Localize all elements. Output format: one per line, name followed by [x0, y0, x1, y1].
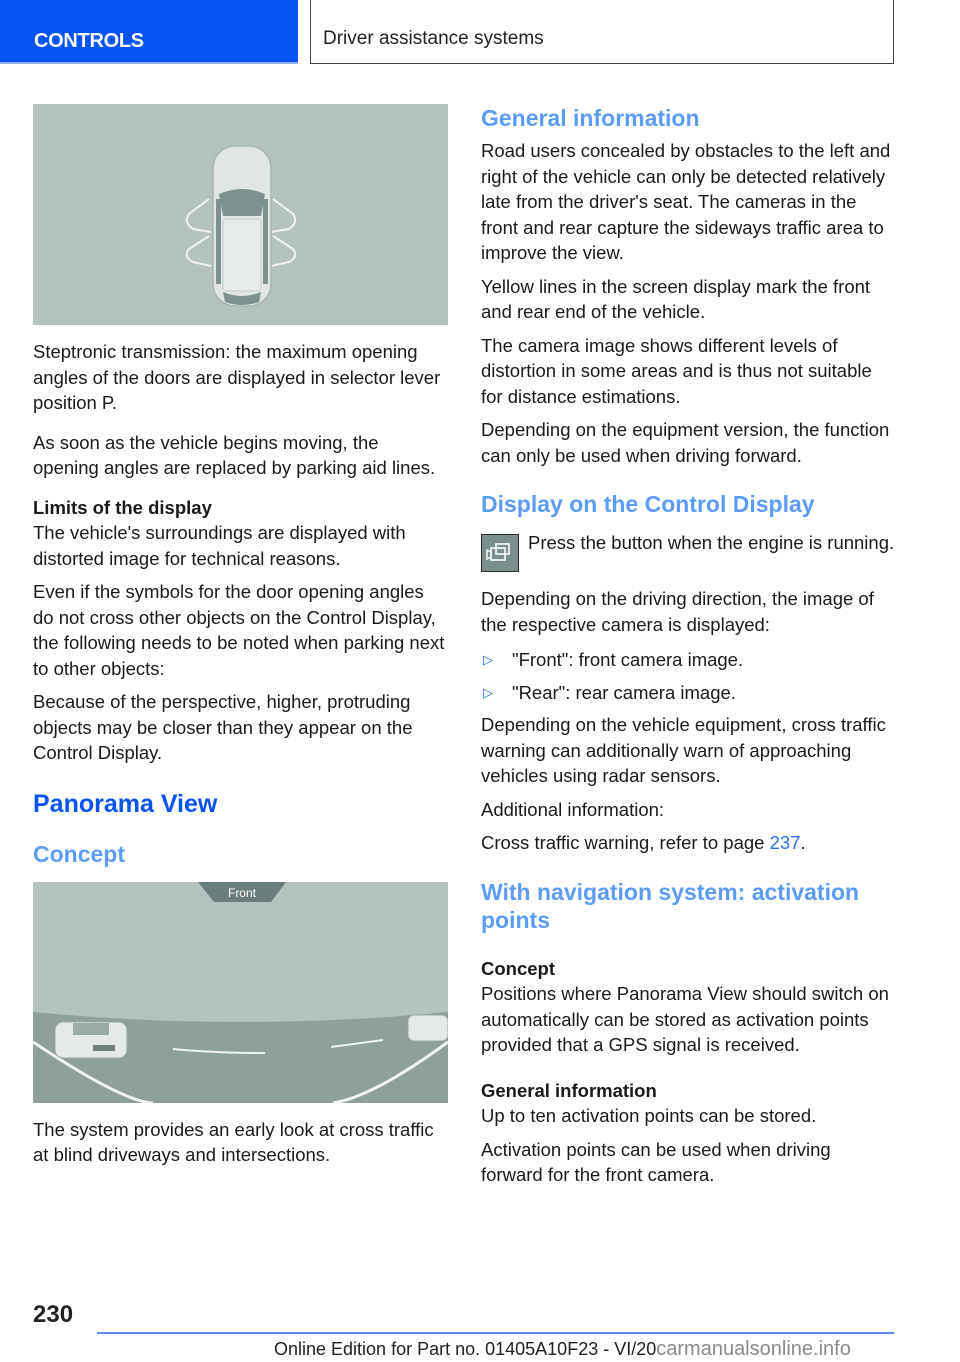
paragraph: Additional information: [481, 798, 665, 820]
list-item: ▷ "Front": front camera image. [481, 647, 896, 673]
paragraph: Up to ten activation points can be stored. [481, 1105, 817, 1126]
paragraph: Depending on the vehicle equipment, cross traffic warning can additionally warn of approaching vehicles using radar sensors. [481, 714, 886, 786]
section-tab [0, 0, 298, 64]
car-top-view-icon [33, 104, 448, 325]
footer-divider [97, 1332, 894, 1334]
paragraph: The vehicle's surroundings are displayed with distorted image for technical reasons. [33, 522, 406, 569]
paragraph: Even if the symbols for the door opening angles do not cross other objects on the Control Display, the following needs to be noted when parking next to other objects: [33, 581, 445, 679]
display-heading: Display on the Control Display [481, 491, 815, 517]
svg-text:Front: Front [227, 885, 257, 900]
left-column [33, 104, 448, 1168]
cross-reference: Cross traffic warning, refer to page 237. [481, 832, 806, 853]
footer-edition: Online Edition for Part no. 01405A10F23 - VI/20carmanualsonline.info [274, 1338, 851, 1360]
paragraph: Road users concealed by obstacles to the left and right of the vehicle can only be detected relatively late from the driver's seat. The cameras in the front and rear capture the sideways traffic area to improve the view. [481, 140, 891, 263]
paragraph: Positions where Panorama View should switch on automatically can be stored as activation points provided that a GPS signal is received. [481, 983, 889, 1055]
section-title: CONTROLS [34, 30, 144, 52]
panorama-view-heading: Panorama View [33, 789, 218, 818]
paragraph: As soon as the vehicle begins moving, the opening angles are replaced by parking aid lines. [33, 431, 436, 478]
general-information-heading: General information [481, 105, 700, 131]
page-number: 230 [33, 1301, 74, 1328]
camera-view-icon [33, 882, 448, 1103]
right-column [481, 104, 896, 1188]
navigation-heading: With navigation system: activation points [481, 878, 860, 933]
paragraph: Yellow lines in the screen display mark the front and rear end of the vehicle. [481, 275, 871, 322]
paragraph: Because of the perspective, higher, protruding objects may be closer than they appear on the Control Display. [33, 691, 413, 763]
paragraph: The camera image shows different levels of distortion in some areas and is thus not suitable for distance estimations. [481, 334, 872, 407]
button-instruction [481, 530, 896, 572]
watermark: carmanualsonline.info [656, 1338, 851, 1360]
paragraph: Depending on the driving direction, the image of the respective camera is displayed: [481, 588, 874, 635]
page-link[interactable]: 237 [769, 832, 801, 853]
paragraph: Depending on the equipment version, the function can only be used when driving forward. [481, 419, 890, 466]
triangle-bullet-icon: ▷ [483, 684, 493, 700]
press-button-text: Press the button when the engine is running. [528, 532, 895, 553]
limits-heading: Limits of the display [33, 496, 212, 518]
triangle-bullet-icon: ▷ [483, 652, 493, 667]
concept-subheading: Concept [481, 957, 555, 979]
front-camera-figure [33, 882, 448, 1103]
concept-heading: Concept [33, 840, 125, 867]
camera-button-icon [481, 534, 519, 572]
general-information-subheading: General information [481, 1079, 657, 1101]
chapter-title: Driver assistance systems [323, 28, 544, 49]
chapter-tab [310, 0, 894, 64]
paragraph: The system provides an early look at cross traffic at blind driveways and intersections. [33, 1118, 434, 1165]
paragraph: Steptronic transmission: the maximum opening angles of the doors are displayed in selector lever position P. [33, 341, 441, 413]
list-item: ▷ "Rear": rear camera image. [481, 680, 896, 706]
paragraph: Activation points can be used when driving forward for the front camera. [481, 1138, 831, 1185]
door-angles-figure [33, 104, 448, 325]
